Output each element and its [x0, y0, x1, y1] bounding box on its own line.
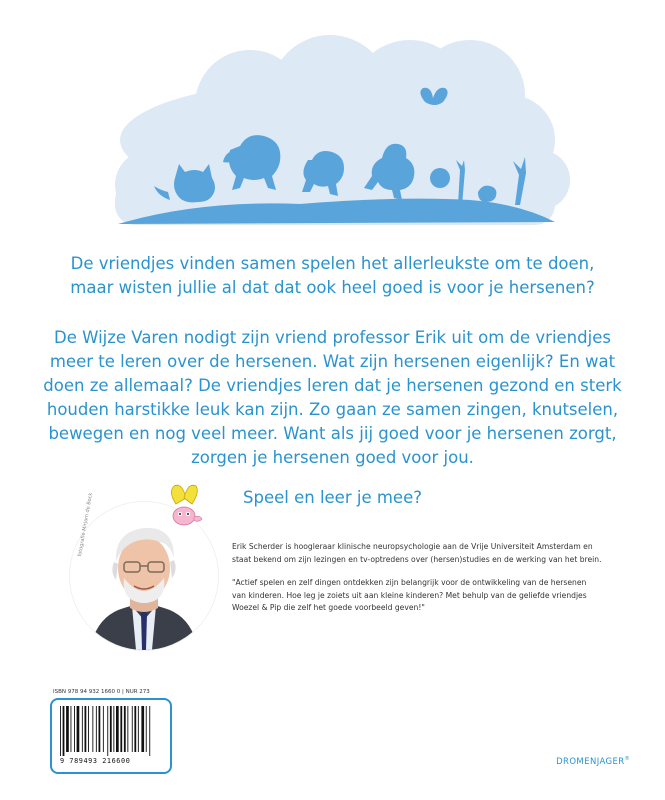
barcode-icon — [58, 706, 164, 756]
registered-mark: ® — [624, 756, 630, 762]
call-to-action: Speel en leer je mee? — [243, 488, 422, 507]
intro-line: maar wisten jullie al dat dat ook heel goed is voor je hersenen? — [70, 278, 595, 297]
blurb-line: bewegen en nog veel meer. Want als jij goed voor je hersenen zorgt, — [48, 424, 617, 443]
photo-credit: fotografie Mirjam de Bock — [77, 492, 95, 558]
barcode-box — [50, 698, 172, 774]
blurb-line: houden harstikke leuk kan zijn. Zo gaan ze samen zingen, knutselen, — [46, 400, 619, 419]
barcode-digits: 9 789493 216600 — [60, 757, 131, 765]
blurb-line: zorgen je hersenen goed voor jou. — [191, 448, 474, 467]
butterfly-icon — [166, 484, 206, 530]
author-quote-line: van kinderen. Hoe leg je zoiets uit aan kleine kinderen? Met behulp van de geliefde vriendjes — [232, 590, 587, 600]
author-bio-line: Erik Scherder is hoogleraar klinische neuropsychologie aan de Vrije Universiteit Amsterdam en — [232, 542, 593, 551]
blurb-line: doen ze allemaal? De vriendjes leren dat je hersenen gezond en sterk — [43, 376, 622, 395]
isbn-line: ISBN 978 94 932 1660 0 | NUR 273 — [53, 689, 150, 695]
blurb-line: meer te leren over de hersenen. Wat zijn hersenen eigenlijk? En wat — [49, 352, 616, 371]
intro-text — [40, 252, 625, 300]
author-bio — [232, 541, 632, 566]
author-info — [232, 541, 632, 626]
publisher-logo — [556, 756, 630, 767]
author-quote-line: Woezel & Pip die zelf het goede voorbeeld geven!" — [232, 603, 425, 612]
intro-line: De vriendjes vinden samen spelen het allerleukste om te doen, — [70, 254, 595, 273]
publisher-name: DROMENJAGER — [556, 756, 625, 767]
cloud-with-animal-silhouettes-icon — [0, 0, 665, 240]
author-quote — [232, 577, 632, 615]
blurb-line: De Wijze Varen nodigt zijn vriend professor Erik uit om de vriendjes — [54, 328, 611, 347]
author-bio-line: staat bekend om zijn lezingen en tv-optredens over (hersen)studies en de werking van het brein. — [232, 554, 602, 564]
blurb-text — [40, 326, 625, 470]
author-quote-line: "Actief spelen en zelf dingen ontdekken zijn belangrijk voor de ontwikkeling van de hersenen — [232, 578, 587, 587]
